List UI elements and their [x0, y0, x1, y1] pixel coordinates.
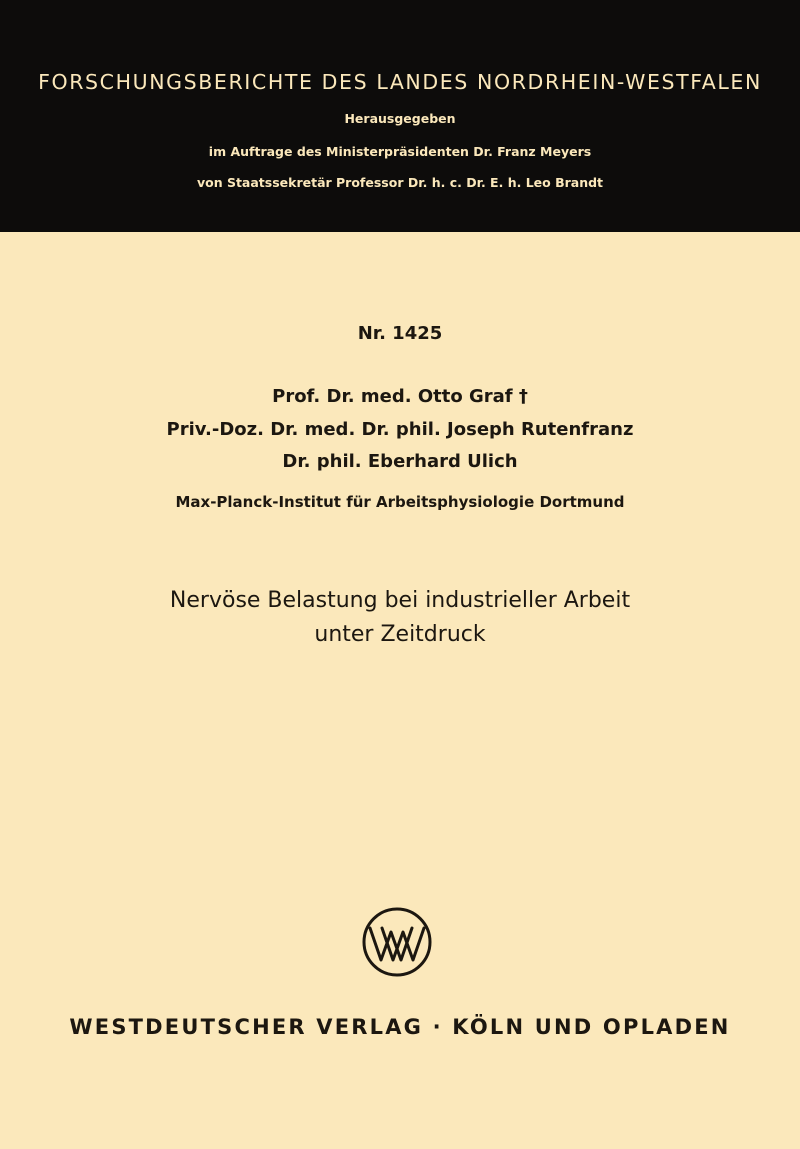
title-line-2: unter Zeitdruck — [314, 622, 486, 647]
series-title: FORSCHUNGSBERICHTE DES LANDES NORDRHEIN-WESTFALEN — [38, 70, 762, 94]
title-line-1: Nervöse Belastung bei industrieller Arbeit — [169, 588, 631, 613]
author-2: Priv.-Doz. Dr. med. Dr. phil. Joseph Rutenfranz — [166, 419, 634, 440]
author-3: Dr. phil. Eberhard Ulich — [282, 451, 518, 472]
editor-label: Herausgegeben — [344, 111, 456, 126]
author-1: Prof. Dr. med. Otto Graf † — [272, 386, 528, 407]
ww-monogram-logo — [361, 906, 433, 978]
editor-line: von Staatssekretär Professor Dr. h. c. Dr. E. h. Leo Brandt — [196, 175, 604, 190]
header-band — [0, 0, 800, 232]
commission-line: im Auftrage des Ministerpräsidenten Dr. Franz Meyers — [208, 144, 592, 159]
institute: Max-Planck-Institut für Arbeitsphysiologie Dortmund — [175, 493, 625, 511]
publisher-name: WESTDEUTSCHER VERLAG · KÖLN UND OPLADEN — [69, 1015, 731, 1039]
report-number: Nr. 1425 — [357, 323, 443, 344]
